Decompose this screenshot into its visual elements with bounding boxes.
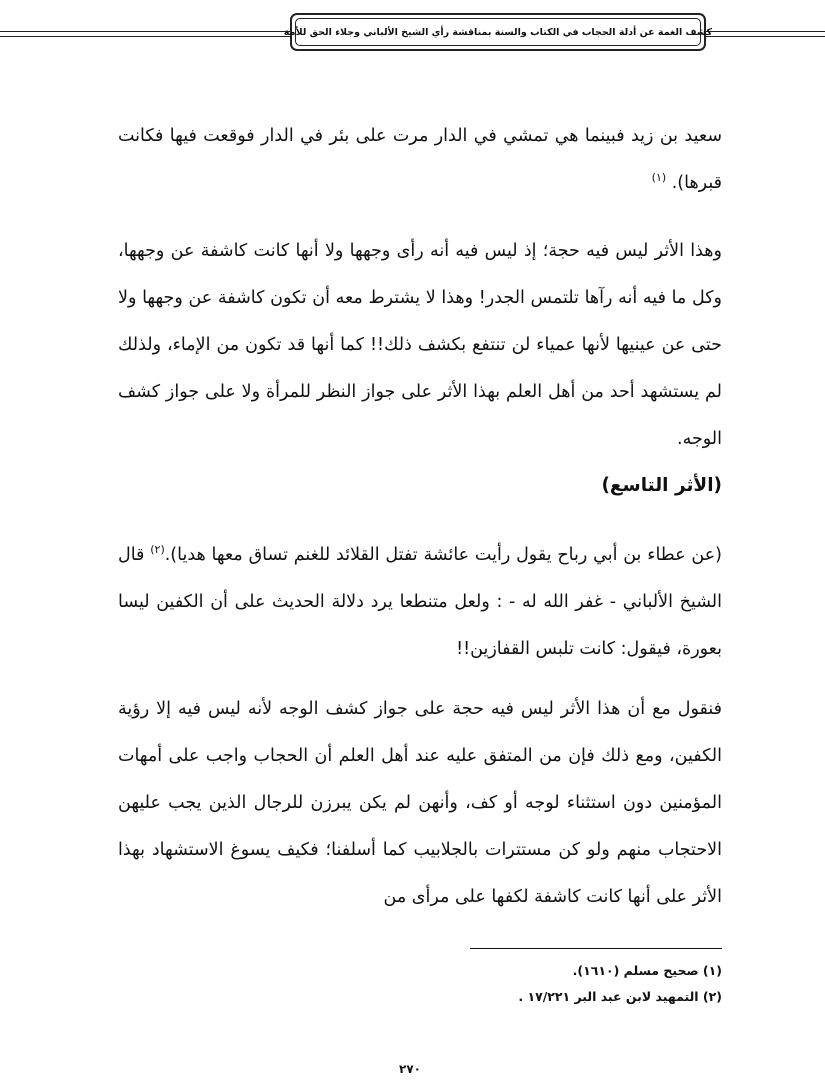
footnote-1: (١) صحيح مسلم (١٦١٠). (572, 963, 722, 978)
paragraph-3-commentary: قال الشيخ الألباني - غفر الله له - : ولعل متنطعا يرد دلالة الحديث على أن الكفين ليسا بعورة، فيقول: كانت تلبس القفازين!! (118, 545, 722, 659)
section-heading: (الأثر التاسع) (601, 475, 722, 496)
book-title: كشف الغمة عن أدلة الحجاب في الكتاب والسنة بمناقشة رأي الشيخ الألباني وجلاء الحق للأمة (283, 26, 713, 38)
paragraph-1-text: سعيد بن زيد فبينما هي تمشي في الدار مرت على بئر في الدار فوقعت فيها فكانت قبرها). (118, 126, 722, 193)
footnote-2: (٢) التمهيد لابن عبد البر ١٧/٢٢١ . (518, 989, 722, 1004)
paragraph-3 (118, 532, 722, 673)
paragraph-2 (118, 228, 722, 463)
footnotes (400, 958, 722, 1010)
paragraph-3-quote: (عن عطاء بن أبي رباح يقول رأيت عائشة تفتل القلائد للغنم تساق معها هديا). (164, 545, 722, 565)
paragraph-4-text: فنقول مع أن هذا الأثر ليس فيه حجة على جواز كشف الوجه لأنه ليس فيه إلا رؤية الكفين، ومع ذلك فإن من المتفق عليه عند أهل العلم أن الحجاب واجب على أمهات المؤمنين دون استثناء لوجه أو كف، وأنهن لم يكن يبرزن للرجال الذين يجب عليهن الاحتجاب منهم ولو كن مستترات بالجلابيب كما أسلفنا؛ فكيف يسوغ الاستشهاد بهذا الأثر على أنها كانت كاشفة لكفها على مرأى من (118, 699, 722, 907)
paragraph-2-text: وهذا الأثر ليس فيه حجة؛ إذ ليس فيه أنه رأى وجهها ولا أنها كانت كاشفة عن وجهها، وكل ما فيه أنه رآها تلتمس الجدر! وهذا لا يشترط معه أن تكون كاشفة عن وجهها ولا حتى عن عينيها لأنها عمياء لن تنتفع بكشف ذلك!! كما أنها قد تكون من الإماء، ولذلك لم يستشهد أحد من أهل العلم بهذا الأثر على جواز النظر للمرأة ولا على جواز كشف الوجه. (118, 241, 722, 449)
paragraph-4 (118, 686, 722, 921)
footnote-ref-1: (١) (651, 171, 667, 185)
running-header (283, 13, 713, 51)
footnote-ref-2: (٢) (150, 543, 165, 557)
footnote-separator (470, 948, 722, 949)
page-number: ٢٧٠ (399, 1062, 421, 1076)
paragraph-1 (118, 113, 722, 207)
